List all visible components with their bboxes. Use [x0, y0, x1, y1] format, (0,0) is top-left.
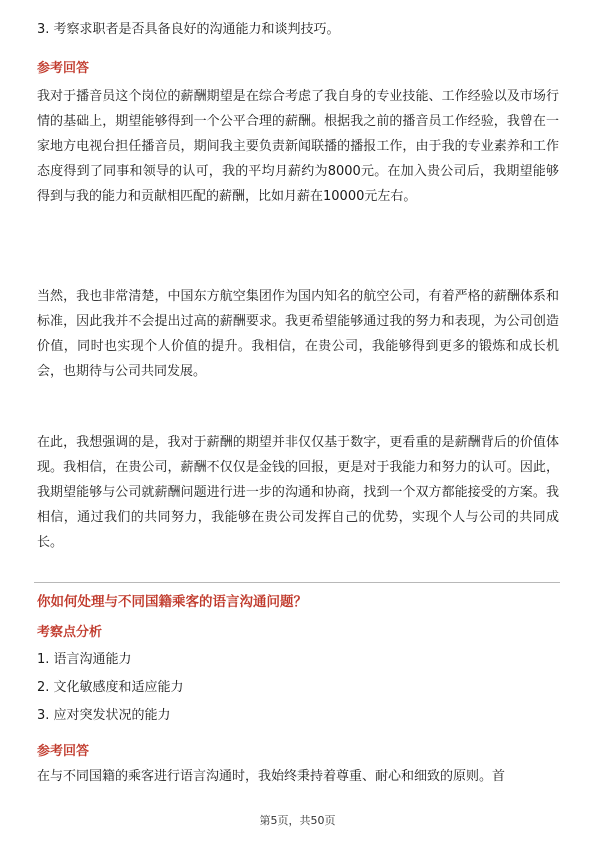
examination-points-heading: 考察点分析 — [37, 625, 103, 640]
answer-paragraph-3: 在此，我想强调的是，我对于薪酬的期望并非仅仅基于数字，更看重的是薪酬背后的价值体现。我相信，在贵公司，薪酬不仅仅是金钱的回报，更是对于我能力和努力的认可。因此，我期望能够与公司就薪酬问题进行进一步的沟通和协商，找到一个双方都能接受的方案。我相信，通过我们的共同努力，我能够在贵公司发挥自己的优势，实现个人与公司的共同成长。 — [37, 435, 559, 550]
answer-paragraph-1: 我对于播音员这个岗位的薪酬期望是在综合考虑了我自身的专业技能、工作经验以及市场行情的基础上，期望能够得到一个公平合理的薪酬。根据我之前的播音员工作经验，我曾在一家地方电视台担任播音员，期间我主要负责新闻联播的播报工作，由于我的专业素养和工作态度得到了同事和领导的认可，我的平均月薪约为8000元。在加入贵公司后，我期望能够得到与我的能力和贡献相匹配的薪酬，比如月薪在10000元左右。 — [37, 89, 559, 204]
answer-start-line: 在与不同国籍的乘客进行语言沟通时，我始终秉持着尊重、耐心和细致的原则。首 — [37, 769, 506, 784]
page-number-footer: 第5页，共50页 — [259, 814, 336, 827]
examination-point-1: 1. 语言沟通能力 — [37, 652, 132, 667]
interview-question: 你如何处理与不同国籍乘客的语言沟通问题？ — [37, 594, 307, 610]
section-divider — [34, 582, 560, 583]
examination-point-3: 3. 考察求职者是否具备良好的沟通能力和谈判技巧。 — [37, 22, 340, 37]
examination-point-3-second: 3. 应对突发状况的能力 — [37, 708, 171, 723]
examination-point-2: 2. 文化敏感度和适应能力 — [37, 680, 184, 695]
reference-answer-heading: 参考回答 — [37, 61, 90, 76]
reference-answer-heading-2: 参考回答 — [37, 744, 90, 759]
answer-paragraph-2: 当然，我也非常清楚，中国东方航空集团作为国内知名的航空公司，有着严格的薪酬体系和标准，因此我并不会提出过高的薪酬要求。我更希望能够通过我的努力和表现，为公司创造价值，同时也实现个人价值的提升。我相信，在贵公司，我能够得到更多的锻炼和成长机会，也期待与公司共同发展。 — [37, 289, 559, 379]
